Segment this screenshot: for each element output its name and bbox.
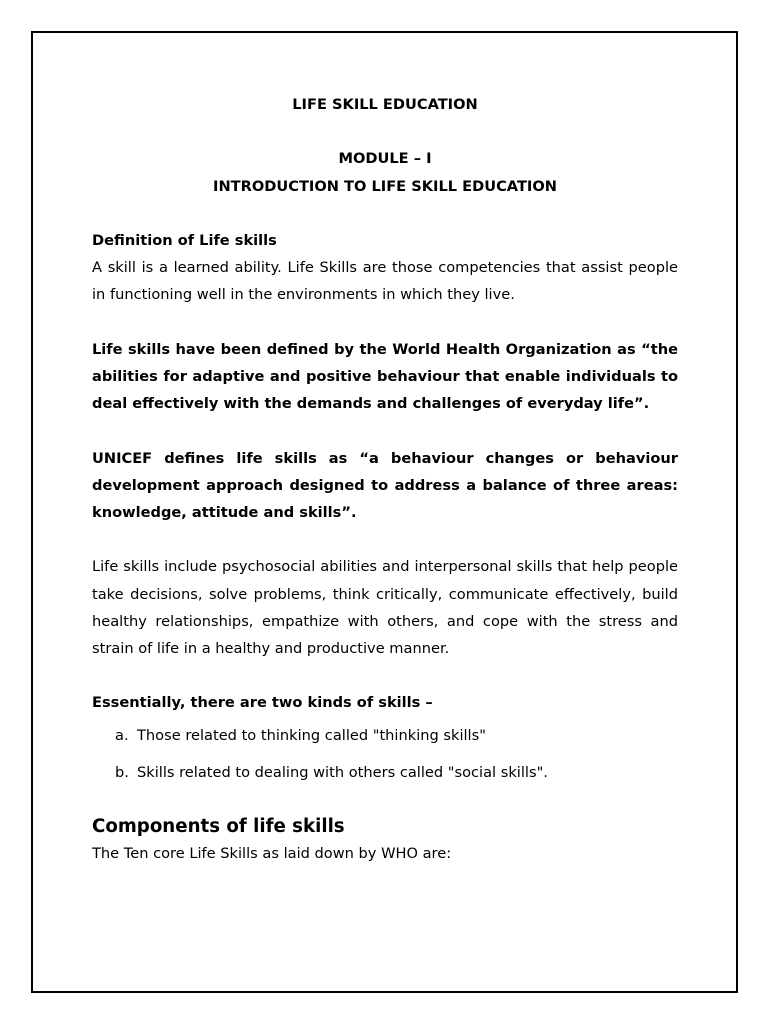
list-item-text: Those related to thinking called "thinking skills" <box>137 726 486 744</box>
kinds-of-skills-list <box>92 722 678 796</box>
components-intro: The Ten core Life Skills as laid down by WHO are: <box>92 844 452 862</box>
module-title: INTRODUCTION TO LIFE SKILL EDUCATION <box>213 177 557 195</box>
list-item <box>115 759 678 796</box>
document-content <box>92 91 678 867</box>
definition-heading: Definition of Life skills <box>92 231 277 249</box>
spacer <box>92 526 678 553</box>
list-marker: a. <box>115 726 129 744</box>
spacer <box>92 662 678 689</box>
spacer <box>92 309 678 336</box>
document-title: LIFE SKILL EDUCATION <box>292 96 478 113</box>
list-item <box>115 722 678 759</box>
spacer <box>92 200 678 227</box>
components-heading: Components of life skills <box>92 815 345 837</box>
document-page <box>31 31 738 993</box>
kinds-of-skills-heading: Essentially, there are two kinds of skills – <box>92 694 433 712</box>
spacer <box>92 417 678 444</box>
list-marker: b. <box>115 763 129 781</box>
list-item-text: Skills related to dealing with others called "social skills". <box>137 763 548 781</box>
definition-paragraph: A skill is a learned ability. Life Skills are those competencies that assist people in functioning well in the environments in which they live. <box>92 259 678 304</box>
life-skills-include-paragraph: Life skills include psychosocial abilities and interpersonal skills that help people take decisions, solve problems, think critically, communicate effectively, build healthy relationships, empathize with others, and cope with the stress and strain of life in a healthy and productive manner. <box>92 558 678 657</box>
who-definition-paragraph: Life skills have been defined by the World Health Organization as “the abilities for adaptive and positive behaviour that enable individuals to deal effectively with the demands and challenges of everyday life”. <box>92 340 678 413</box>
unicef-definition-paragraph: UNICEF defines life skills as “a behaviour changes or behaviour development approach designed to address a balance of three areas: knowledge, attitude and skills”. <box>92 449 678 521</box>
spacer <box>92 118 678 145</box>
module-number: MODULE – I <box>338 150 432 168</box>
